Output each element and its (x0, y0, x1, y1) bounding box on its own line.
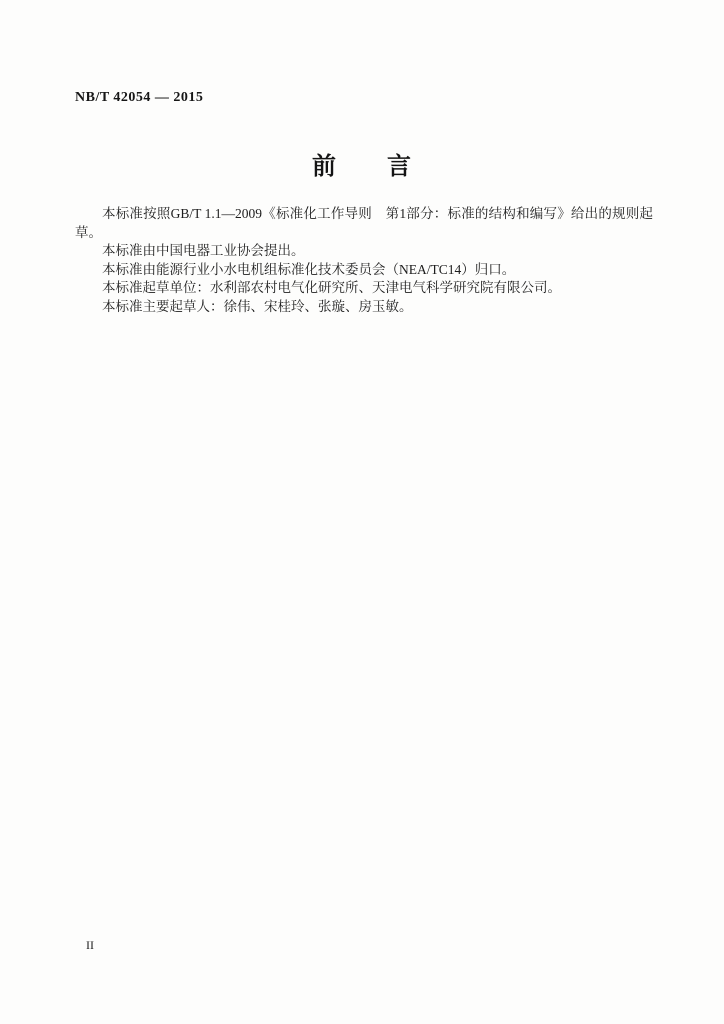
body-paragraph: 本标准按照GB/T 1.1—2009《标准化工作导则 第1部分：标准的结构和编写》给出的规则起草。 (75, 206, 653, 240)
standard-number-header: NB/T 42054 — 2015 (75, 90, 204, 105)
foreword-body (75, 205, 653, 316)
body-paragraph: 本标准起草单位：水利部农村电气化研究所、天津电气科学研究院有限公司。 (102, 280, 561, 295)
page-number: II (86, 938, 94, 952)
page-title: 前 言 (312, 154, 412, 180)
body-paragraph: 本标准主要起草人：徐伟、宋桂玲、张璇、房玉敏。 (102, 298, 413, 314)
body-paragraph: 本标准由能源行业小水电机组标准化技术委员会（NEA/TC14）归口。 (102, 261, 516, 277)
body-paragraph: 本标准由中国电器工业协会提出。 (102, 243, 305, 258)
